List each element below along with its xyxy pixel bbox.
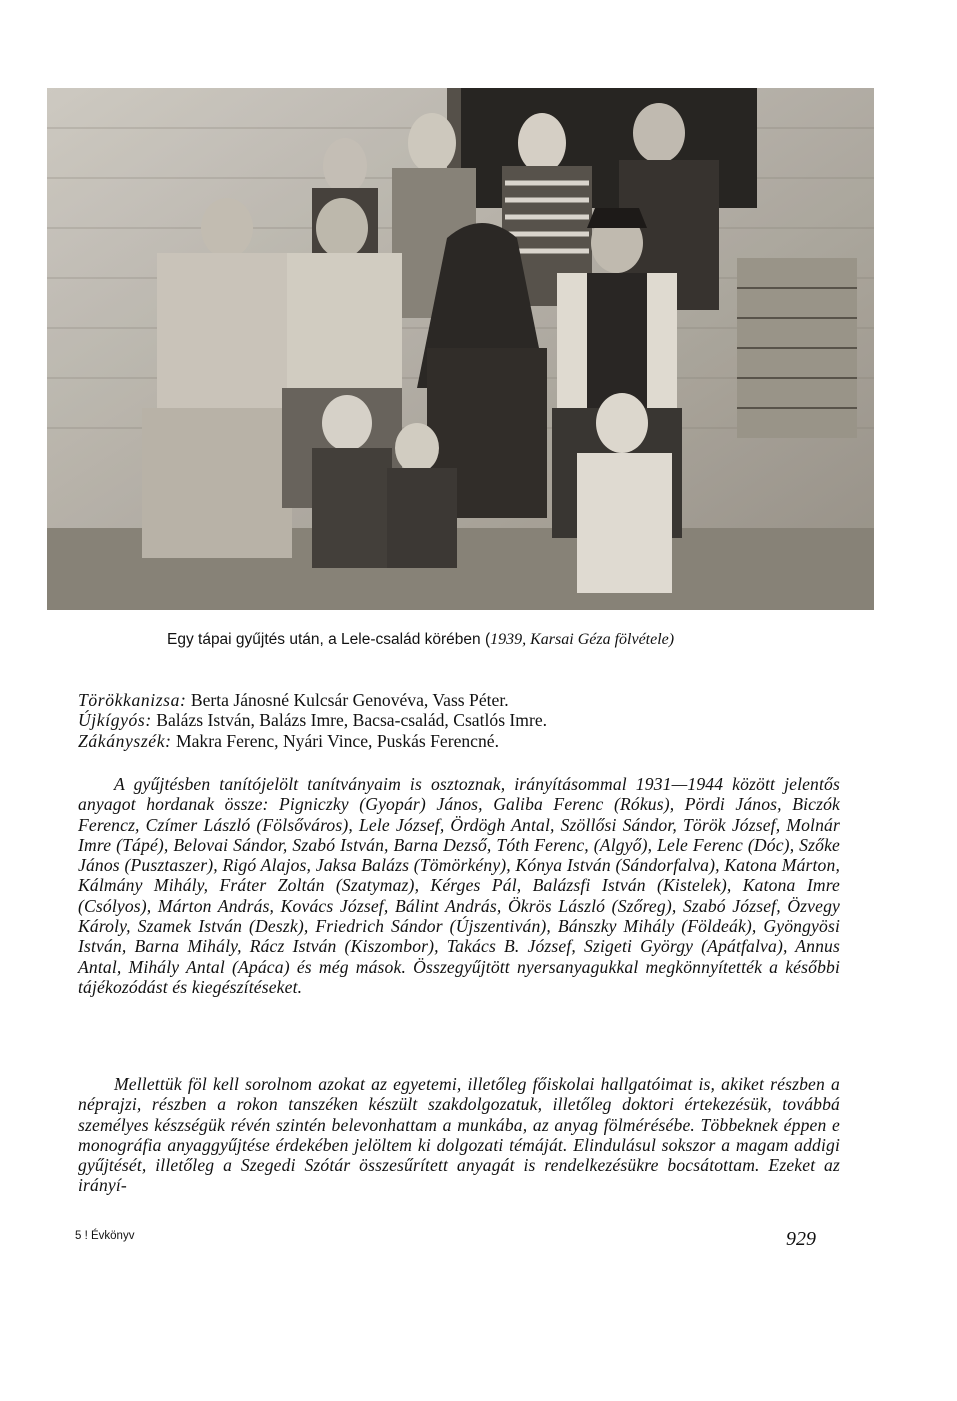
collector-names: Makra Ferenc, Nyári Vince, Puskás Ferencné. [171,730,499,751]
collector-names: Berta Jánosné Kulcsár Genovéva, Vass Péter. [186,690,509,710]
collector-names: Balázs István, Balázs Imre, Bacsa-család, Csatlós Imre. [151,710,548,731]
page-number: 929 [786,1228,816,1250]
caption-credit: 1939, Karsai Géza fölvétele [490,631,669,648]
place-name: Törökkanizsa: [78,690,187,710]
place-name: Újkígyós: [78,710,152,731]
list-item [78,731,840,751]
paragraph-students: A gyűjtésben tanítójelölt tanítványaim is osztoznak, irányításommal 1931—1944 között jelentős anyagot hordanak össze: Pigniczky (Gyopár) János, Galiba Ferenc (Rókus), Pördi János, Biczók Ferencz, Czímer László (Fölsőváros), Lele József, Ördögh Antal, Szöllősi Sándor, Török József, Molnár Imre (Tápé), Belovai Sándor, Szabó István, Barna Dezső, Tóth Ferenc, (Algyő), Lele Ferenc (Dóc), Szőke János (Pusztaszer), Rigó Alajos, Jaksa Balázs (Tömörkény), Kónya István (Sándorfalva), Katona Márton, Kálmány Mihály, Fráter Zoltán (Szatymaz), Kérges Pál, Balázsfi István (Kistelek), Katona Imre (Csólyos), Márton András, Kovács József, Bálint András, Ökrös László (Szőreg), Szabó József, Özvegy Károly, Szamek István (Deszk), Friedrich Sándor (Újszentiván), Bánszky Mihály (Földeák), Gyöngyösi István, Barna Mihály, Rácz István (Kiszombor), Takács B. József, Szigeti György (Apátfalva), Annus Antal, Mihály Antal (Apáca) és még mások. Összegyűjtött nyersanyagukkal megkönnyítették a későbbi tájékozódást és kiegészítéseket. [78,774,840,997]
list-item [78,690,840,710]
footer-signature: 5 ! Évkönyv [75,1230,135,1242]
caption-close: ) [668,631,675,648]
family-photograph [47,88,874,610]
collector-list [78,690,840,751]
paragraph-university: Mellettük föl kell sorolnom azokat az egyetemi, illetőleg főiskolai hallgatóimat is, akiket részben a néprajzi, részben a rokon tanszéken készült szakdolgozatuk, illetőleg doktori értekezésük, továbbá személyes készségük révén szintén belevonhattam a munkába, az anyag fölmérésébe. Többeknek éppen e monográfia anyaggyűjtése érdekében jelöltem ki dolgozati témáját. Elindulásul sokszor a magam addigi gyűjtését, illetőleg a Szegedi Szótár összesűrített anyagát is rendelkezésükre bocsátottam. Ezeket az irányí- [78,1074,840,1196]
list-item [78,710,840,730]
caption-text: Egy tápai gyűjtés után, a Lele-család körében ( [167,631,491,648]
photograph-image [47,88,874,610]
place-name: Zákányszék: [78,730,172,751]
photo-caption [167,631,787,649]
